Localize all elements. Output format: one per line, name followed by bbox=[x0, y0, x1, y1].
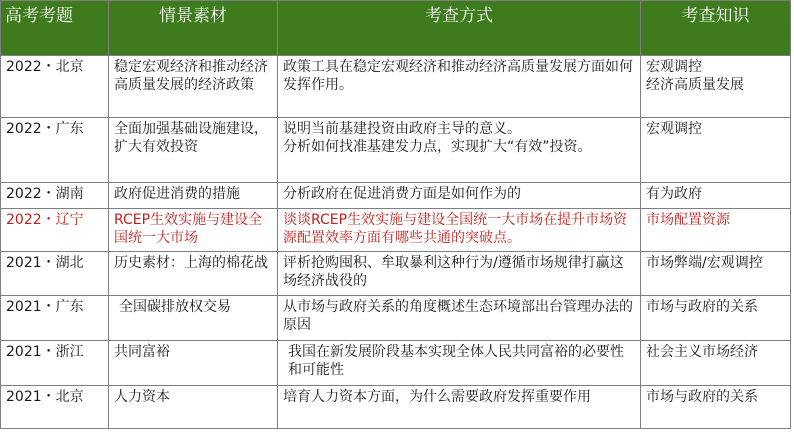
row-exam-year: 2022・湖南 bbox=[1, 183, 109, 209]
table-row bbox=[1, 183, 791, 209]
header-scenario-material: 情景素材 bbox=[109, 1, 278, 56]
row-exam-year: 2022・辽宁 bbox=[1, 209, 109, 252]
header-exam-question: 高考考题 bbox=[1, 1, 109, 56]
row-exam-year: 2022・北京 bbox=[1, 56, 109, 118]
header-assessment-method: 考查方式 bbox=[278, 1, 641, 56]
row-knowledge: 市场弊端/宏观调控 bbox=[641, 252, 791, 296]
row-method: 谈谈RCEP生效实施与建设全国统一大市场在提升市场资源配置效率方面有哪些共通的突破点。 bbox=[278, 209, 641, 252]
row-exam-year: 2022・广东 bbox=[1, 118, 109, 183]
header-assessed-knowledge: 考查知识 bbox=[641, 1, 791, 56]
row-method: 说明当前基建投资由政府主导的意义。 分析如何找准基建发力点，实现扩大“有效”投资。 bbox=[278, 118, 641, 183]
table-row-highlighted bbox=[1, 209, 791, 252]
table-header-row bbox=[1, 1, 791, 56]
table-row bbox=[1, 341, 791, 386]
row-knowledge: 有为政府 bbox=[641, 183, 791, 209]
row-method: 培育人力资本方面，为什么需要政府发挥重要作用 bbox=[278, 386, 641, 429]
row-knowledge: 市场与政府的关系 bbox=[641, 296, 791, 341]
table-row bbox=[1, 118, 791, 183]
row-method: 从市场与政府关系的角度概述生态环境部出台管理办法的原因 bbox=[278, 296, 641, 341]
row-material: RCEP生效实施与建设全国统一大市场 bbox=[109, 209, 278, 252]
row-material: 稳定宏观经济和推动经济高质量发展的经济政策 bbox=[109, 56, 278, 118]
row-exam-year: 2021・湖北 bbox=[1, 252, 109, 296]
row-knowledge: 宏观调控 bbox=[641, 118, 791, 183]
table-row bbox=[1, 252, 791, 296]
row-method: 评析抢购囤积、牟取暴利这种行为/遵循市场规律打赢这场经济战役的 bbox=[278, 252, 641, 296]
row-material: 人力资本 bbox=[109, 386, 278, 429]
row-method: 分析政府在促进消费方面是如何作为的 bbox=[278, 183, 641, 209]
row-knowledge: 宏观调控 经济高质量发展 bbox=[641, 56, 791, 118]
table-row bbox=[1, 386, 791, 429]
row-method: 政策工具在稳定宏观经济和推动经济高质量发展方面如何发挥作用。 bbox=[278, 56, 641, 118]
row-method: 我国在新发展阶段基本实现全体人民共同富裕的必要性和可能性 bbox=[278, 341, 641, 386]
table-row bbox=[1, 296, 791, 341]
row-material: 历史素材：上海的棉花战 bbox=[109, 252, 278, 296]
row-exam-year: 2021・广东 bbox=[1, 296, 109, 341]
row-material: 政府促进消费的措施 bbox=[109, 183, 278, 209]
row-knowledge: 市场与政府的关系 bbox=[641, 386, 791, 429]
row-material: 共同富裕 bbox=[109, 341, 278, 386]
row-exam-year: 2021・浙江 bbox=[1, 341, 109, 386]
row-material: 全国碳排放权交易 bbox=[109, 296, 278, 341]
row-knowledge: 社会主义市场经济 bbox=[641, 341, 791, 386]
row-exam-year: 2021・北京 bbox=[1, 386, 109, 429]
row-material: 全面加强基础设施建设，扩大有效投资 bbox=[109, 118, 278, 183]
row-knowledge: 市场配置资源 bbox=[641, 209, 791, 252]
table-row bbox=[1, 56, 791, 118]
